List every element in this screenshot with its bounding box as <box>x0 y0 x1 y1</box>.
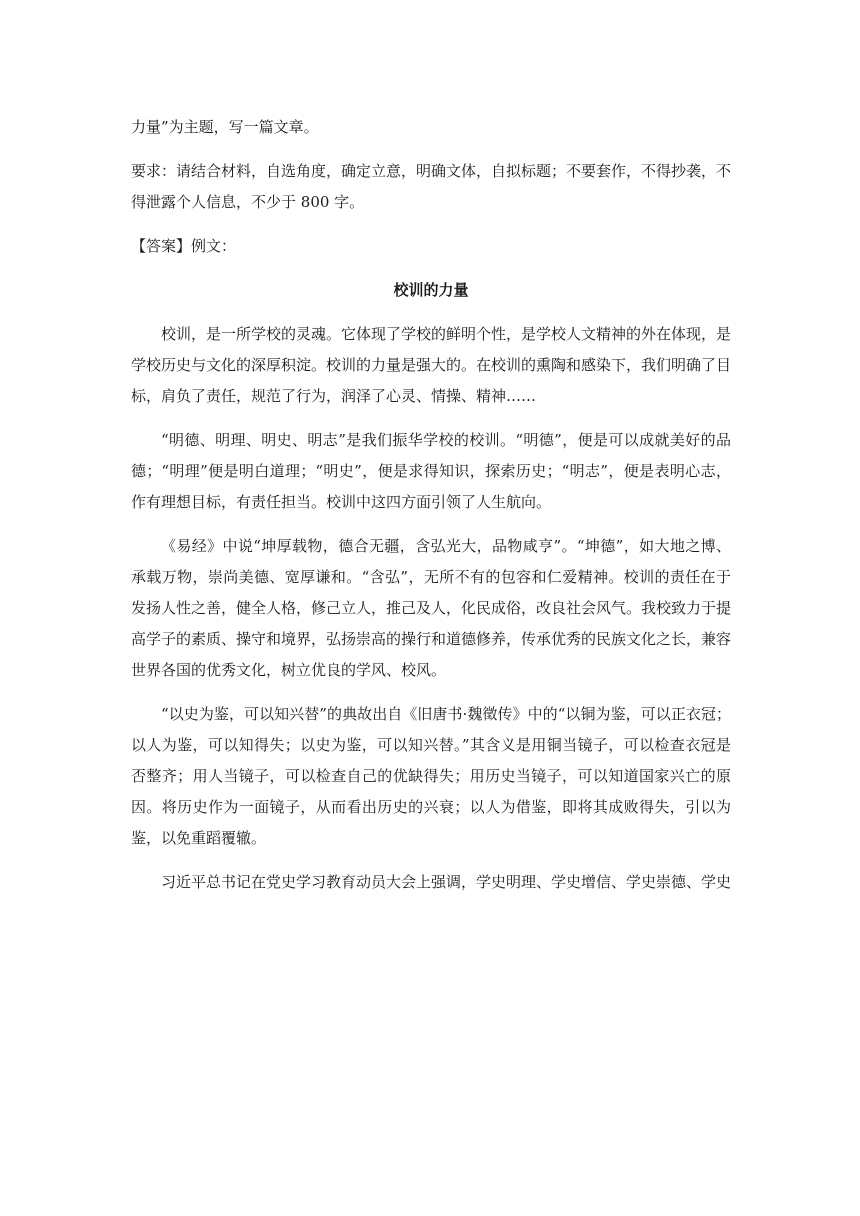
spacer <box>131 306 731 319</box>
spacer <box>131 854 731 867</box>
spacer <box>131 412 731 425</box>
requirements-text: 要求：请结合材料，自选角度，确定立意，明确文体，自拟标题；不要套作，不得抄袭，不得泄露个人信息，不少于 800 字。 <box>131 162 732 211</box>
essay-paragraph: “明德、明理、明史、明志”是我们振华学校的校训。“明德”，便是可以成就美好的品德；“明理”便是明白道理；“明史”，便是求得知识，探索历史；“明志”，便是表明心志，作有理想目标，有责任担当。校训中这四方面引领了人生航向。 <box>131 431 731 511</box>
spacer <box>131 518 731 531</box>
prompt-line: 力量”为主题，写一篇文章。 <box>131 118 319 136</box>
essay-paragraph: 校训，是一所学校的灵魂。它体现了学校的鲜明个性，是学校人文精神的外在体现，是学校历史与文化的深厚积淀。校训的力量是强大的。在校训的熏陶和感染下，我们明确了目标，肩负了责任，规范了行为，润泽了心灵、情操、精神…… <box>131 325 732 405</box>
essay-paragraph: “以史为鉴，可以知兴替”的典故出自《旧唐书·魏徵传》中的“以铜为鉴，可以正衣冠；以人为鉴，可以知得失；以史为鉴，可以知兴替。”其含义是用铜当镜子，可以检查衣冠是否整齐；用人当镜子，可以检查自己的优缺得失；用历史当镜子，可以知道国家兴亡的原因。将历史作为一面镜子，从而看出历史的兴衰；以人为借鉴，即将其成败得失，引以为鉴，以免重蹈覆辙。 <box>131 705 731 847</box>
document-content <box>131 112 731 898</box>
essay-title: 校训的力量 <box>393 281 469 299</box>
essay-paragraph: 《易经》中说“坤厚载物，德合无疆，含弘光大，品物咸亨”。“坤德”，如大地之博、承载万物，崇尚美德、宽厚谦和。“含弘”，无所不有的包容和仁爱精神。校训的责任在于发扬人性之善，健全人格，修己立人，推己及人，化民成俗，改良社会风气。我校致力于提高学子的素质、操守和境界，弘扬崇高的操行和道德修养，传承优秀的民族文化之长，兼容世界各国的优秀文化，树立优良的学风、校风。 <box>131 537 732 679</box>
spacer <box>131 686 731 699</box>
answer-label: 【答案】例文： <box>131 237 237 255</box>
essay-paragraph: 习近平总书记在党史学习教育动员大会上强调，学史明理、学史增信、学史崇德、学史 <box>161 873 732 891</box>
spacer <box>131 143 731 156</box>
spacer <box>131 262 731 275</box>
spacer <box>131 218 731 231</box>
